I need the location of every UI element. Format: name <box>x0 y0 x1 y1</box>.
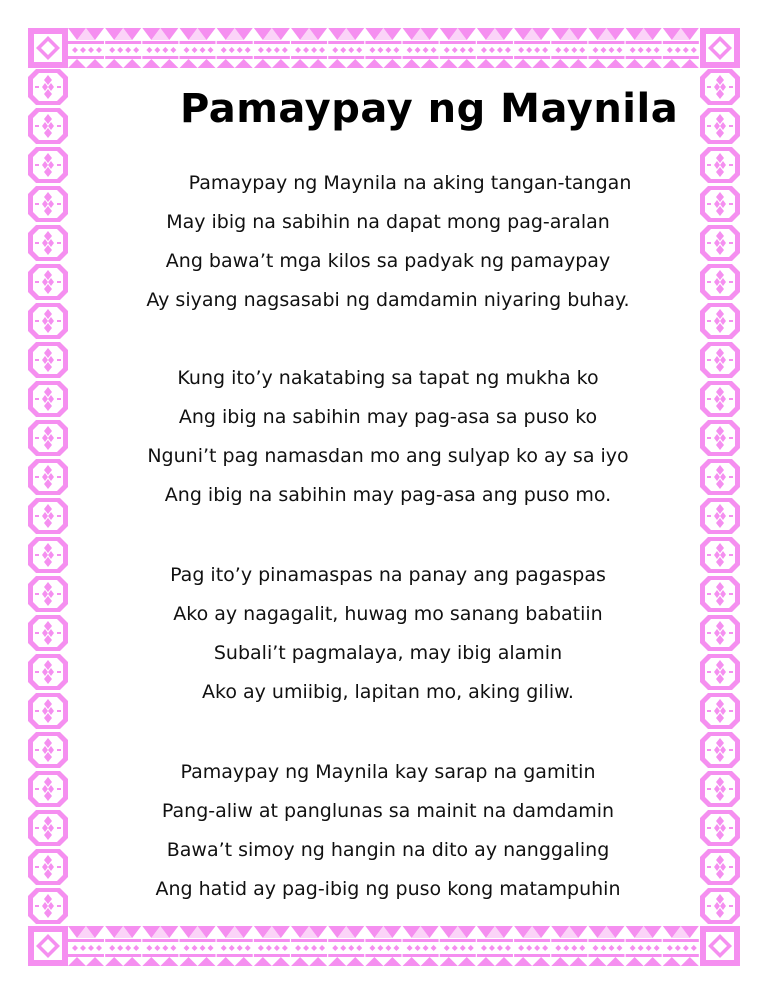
border-right-tile <box>700 147 740 183</box>
border-left-tile <box>28 420 68 456</box>
poem-line: Ang hatid ay pag-ibig ng puso kong matampuhin <box>155 878 621 900</box>
poem-line: Bawa’t simoy ng hangin na dito ay nanggaling <box>166 839 610 861</box>
stanza-4 <box>88 753 688 909</box>
border-right-tile <box>700 849 740 885</box>
poem-line: Pamaypay ng Maynila kay sarap na gamitin <box>180 761 596 783</box>
stanza-2 <box>88 359 688 515</box>
border-left-tile <box>28 849 68 885</box>
poem-line: Ako ay nagagalit, huwag mo sanang babatiin <box>173 603 603 625</box>
border-right-tile <box>700 420 740 456</box>
poem-line: Ang bawa’t mga kilos sa padyak ng pamaypay <box>165 250 611 272</box>
border-corner-tile <box>28 926 68 966</box>
border-right-tile <box>700 732 740 768</box>
border-right-tile <box>700 654 740 690</box>
border-right-tile <box>700 225 740 261</box>
border-left-tile <box>28 771 68 807</box>
poem-line: Ako ay umiibig, lapitan mo, aking giliw. <box>202 681 574 703</box>
border-right-tile <box>700 342 740 378</box>
poem-line: Pang-aliw at panglunas sa mainit na damdamin <box>161 800 615 822</box>
border-corner-tile <box>700 926 740 966</box>
border-left-tile <box>28 69 68 105</box>
border-corner-tile <box>700 28 740 68</box>
poem-line: Kung ito’y nakatabing sa tapat ng mukha ko <box>177 367 599 389</box>
border-right-tile <box>700 693 740 729</box>
border-right-tile <box>700 69 740 105</box>
poem-line: Subali’t pagmalaya, may ibig alamin <box>213 642 563 664</box>
border-left-tile <box>28 615 68 651</box>
border-left-tile <box>28 225 68 261</box>
border-left-tile <box>28 108 68 144</box>
poem-title: Pamaypay ng Maynila <box>180 86 679 132</box>
poem-line: Ang ibig na sabihin may pag-asa sa puso ko <box>178 406 598 428</box>
border-right-tile <box>700 615 740 651</box>
border-right-tile <box>700 498 740 534</box>
border-right-tile <box>700 888 740 924</box>
border-right-tile <box>700 810 740 846</box>
border-left-tile <box>28 732 68 768</box>
border-left-tile <box>28 810 68 846</box>
border-left-tile <box>28 888 68 924</box>
border-left-tile <box>28 693 68 729</box>
border-left-tile <box>28 303 68 339</box>
border-left-tile <box>28 537 68 573</box>
border-corner-tile <box>28 28 68 68</box>
border-right-tile <box>700 381 740 417</box>
border-left-tile <box>28 342 68 378</box>
border-left-tile <box>28 147 68 183</box>
border-right-tile <box>700 771 740 807</box>
poem-line: May ibig na sabihin na dapat mong pag-aralan <box>166 211 610 233</box>
border-left-tile <box>28 576 68 612</box>
border-right-tile <box>700 537 740 573</box>
border-right-tile <box>700 576 740 612</box>
border-right-tile <box>700 108 740 144</box>
poem-line: Ay siyang nagsasabi ng damdamin niyaring buhay. <box>146 289 630 311</box>
border-left-tile <box>28 498 68 534</box>
border-right-tile <box>700 264 740 300</box>
border-left-tile <box>28 186 68 222</box>
border-right-tile <box>700 459 740 495</box>
stanza-3 <box>88 556 688 712</box>
poem-line: Nguni’t pag namasdan mo ang sulyap ko ay sa iyo <box>147 445 629 467</box>
border-left-tile <box>28 381 68 417</box>
border-right-tile <box>700 186 740 222</box>
poem-line: Ang ibig na sabihin may pag-asa ang puso mo. <box>164 484 612 506</box>
border-left-tile <box>28 654 68 690</box>
poem-page <box>88 0 688 994</box>
poem-line: Pag ito’y pinamaspas na panay ang pagaspas <box>170 564 606 586</box>
border-left-tile <box>28 264 68 300</box>
border-right-tile <box>700 303 740 339</box>
poem-line: Pamaypay ng Maynila na aking tangan-tangan <box>188 172 632 194</box>
border-left-tile <box>28 459 68 495</box>
stanza-1 <box>88 164 688 320</box>
